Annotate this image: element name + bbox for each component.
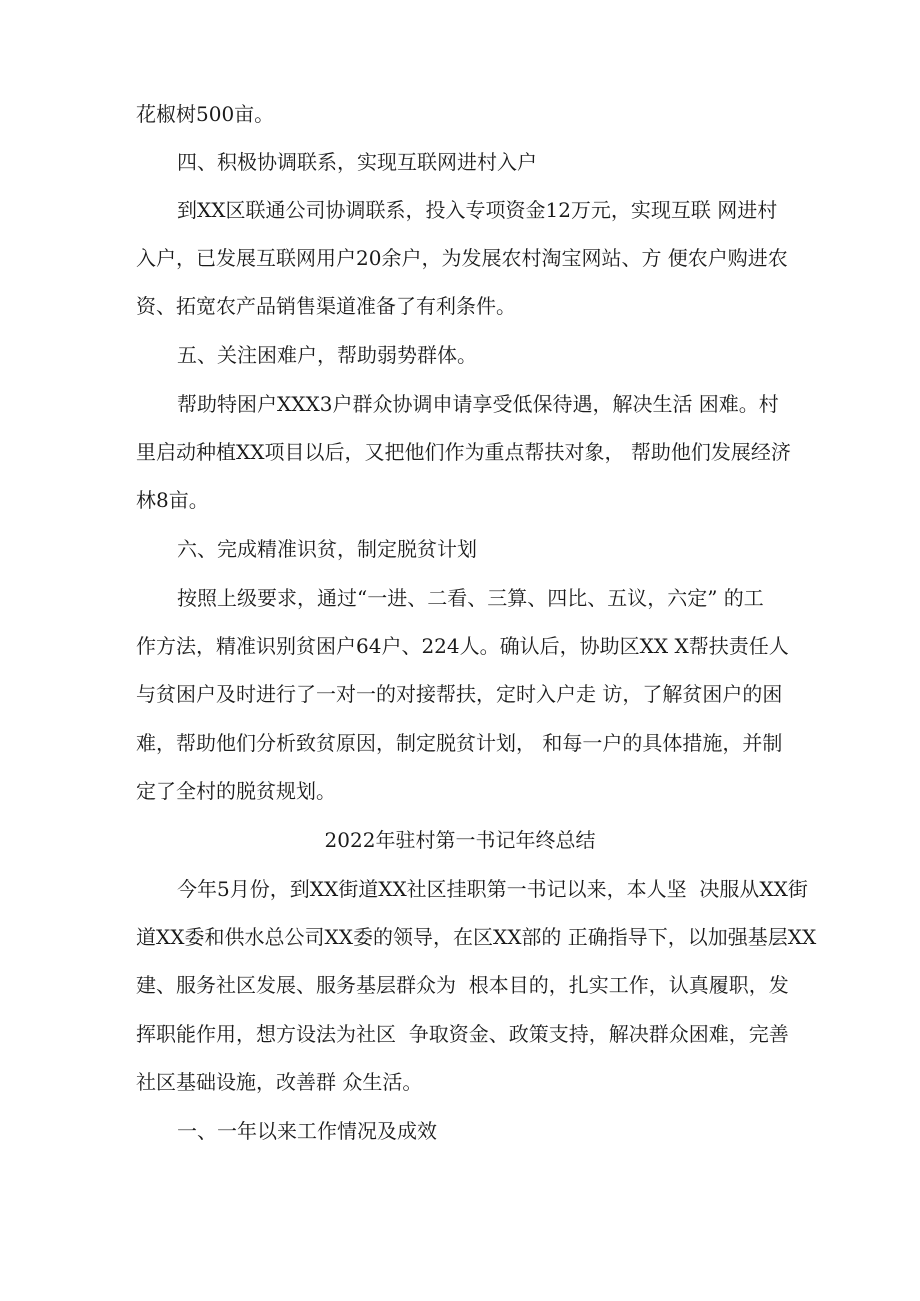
paragraph-text: 帮助特困户XXX3户群众协调申请享受低保待遇，解决生活 困难。村	[177, 392, 779, 416]
paragraph-text: 花椒树500亩。	[136, 102, 275, 126]
paragraph-text: 挥职能作用，想方设法为社区 争取资金、政策支持，解决群众困难，完善	[136, 1022, 789, 1046]
paragraph-text: 道XX委和供水总公司XX委的领导，在区XX部的 正确指导下，以加强基层XX	[136, 925, 817, 949]
section-heading: 一、一年以来工作情况及成效	[177, 1119, 437, 1143]
paragraph-text: 里启动种植XX项目以后，又把他们作为重点帮扶对象， 帮助他们发展经济	[136, 440, 791, 464]
paragraph-text: 今年5月份，到XX街道XX社区挂职第一书记以来，本人坚 决服从XX街	[177, 877, 808, 901]
section-heading: 六、完成精准识贫，制定脱贫计划	[177, 537, 477, 561]
paragraph-text: 资、拓宽农产品销售渠道准备了有利条件。	[136, 294, 516, 318]
paragraph-text: 作方法，精准识别贫困户64户、224人。确认后，协助区XX X帮扶责任人	[136, 634, 789, 658]
paragraph-text: 建、服务社区发展、服务基层群众为 根本目的，扎实工作，认真履职，发	[136, 973, 789, 997]
paragraph-text: 与贫困户及时进行了一对一的对接帮扶，定时入户走 访，了解贫困户的困	[136, 682, 783, 706]
paragraph-text: 入户，已发展互联网用户20余户，为发展农村淘宝网站、方 便农户购进农	[136, 246, 788, 270]
section-heading: 五、关注困难户，帮助弱势群体。	[177, 343, 477, 367]
document-title: 2022年驻村第一书记年终总结	[324, 828, 596, 852]
paragraph-text: 定了全村的脱贫规划。	[136, 779, 336, 803]
paragraph-text: 到XX区联通公司协调联系，投入专项资金12万元，实现互联 网进村	[177, 198, 778, 222]
section-heading: 四、积极协调联系，实现互联网进村入户	[177, 150, 537, 174]
paragraph-text: 社区基础设施，改善群 众生活。	[136, 1070, 423, 1094]
paragraph-text: 难，帮助他们分析致贫原因，制定脱贫计划， 和每一户的具体措施，并制	[136, 731, 783, 755]
paragraph-text: 按照上级要求，通过“一进、二看、三算、四比、五议，六定” 的工	[177, 586, 764, 610]
paragraph-text: 林8亩。	[136, 488, 209, 512]
